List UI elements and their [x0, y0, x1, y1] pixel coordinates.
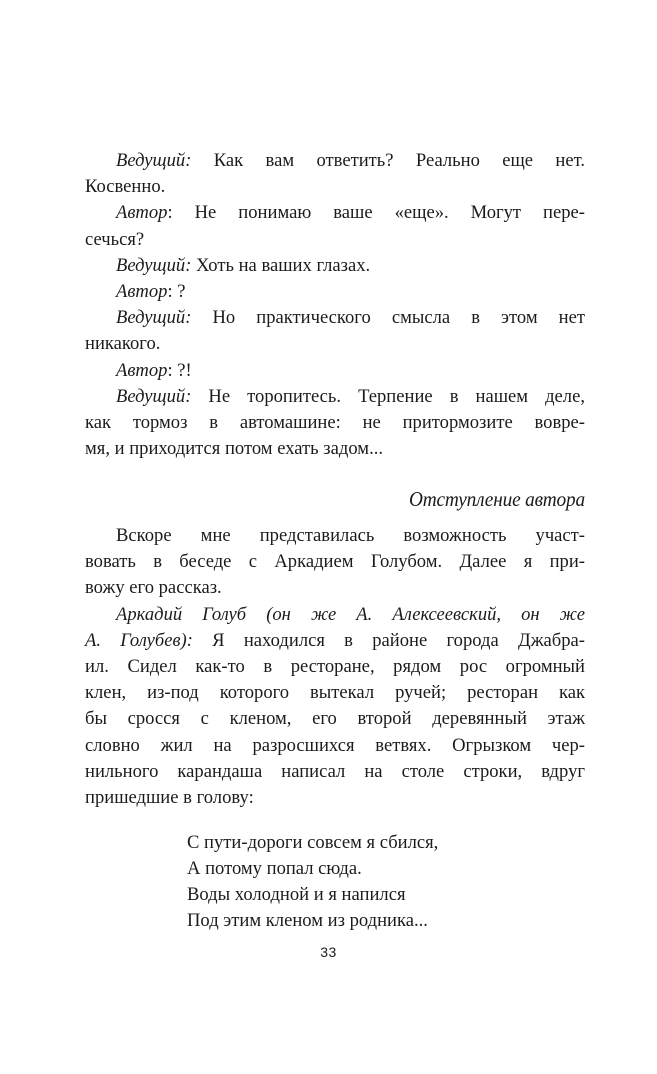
speaker-name: Автор — [116, 281, 168, 303]
dialogue-text: Хоть на ваших глазах. — [191, 254, 371, 276]
dialogue-line — [85, 305, 585, 331]
speaker-name: Аркадий Голуб (он же А. Алексеевский, он же — [116, 603, 585, 625]
paragraph-line — [85, 628, 585, 654]
dialogue-line: мя, и приходится потом ехать задом... — [85, 438, 384, 460]
speaker-name: Автор — [116, 359, 168, 381]
dialogue-text: : Не понимаю ваше «еще». Могут пере- — [167, 202, 585, 224]
dialogue-line: как тормоз в автомашине: не притормозите вовре- — [85, 412, 585, 434]
dialogue-text: Как вам ответить? Реально еще нет. — [191, 150, 585, 171]
poem-line: Воды холодной и я напился — [187, 884, 406, 905]
poem-line: Под этим кленом из родника... — [187, 910, 428, 931]
speaker-name: Ведущий: — [116, 150, 192, 171]
paragraph-line: пришедшие в голову: — [85, 787, 254, 809]
section-heading: Отступление автора — [409, 487, 585, 511]
dialogue-line — [85, 384, 585, 410]
paragraph-line: клен, из-под которого вытекал ручей; ресторан как — [85, 682, 585, 704]
paragraph-line: бы сросся с кленом, его второй деревянный этаж — [85, 708, 585, 730]
page-number: 33 — [320, 944, 337, 960]
dialogue-line — [85, 253, 585, 279]
dialogue-line: сечься? — [85, 228, 145, 250]
dialogue-line: никакого. — [85, 333, 161, 355]
dialogue-text: Не торопитесь. Терпение в нашем деле, — [191, 385, 585, 407]
narrative-section — [85, 523, 585, 811]
paragraph-line: вожу его рассказ. — [85, 577, 222, 599]
paragraph-line: вовать в беседе с Аркадием Голубом. Далее я при- — [85, 551, 585, 573]
poem — [187, 830, 438, 934]
poem-line: А потому попал сюда. — [187, 858, 362, 879]
poem-line: С пути-дороги совсем я сбился, — [187, 832, 439, 853]
paragraph-line: нильного карандаша написал на столе строки, вдруг — [85, 760, 585, 782]
speaker-name: Ведущий: — [116, 385, 192, 407]
speaker-name: Ведущий: — [116, 254, 192, 276]
dialogue-line — [85, 358, 585, 384]
paragraph-line: Вскоре мне представилась возможность участ- — [116, 525, 585, 546]
dialogue-line — [85, 148, 585, 174]
dialogue-line — [85, 279, 585, 305]
dialogue-text: : ? — [167, 281, 186, 303]
speaker-name: Ведущий: — [116, 307, 192, 329]
paragraph-line: ил. Сидел как-то в ресторане, рядом рос огромный — [85, 656, 585, 678]
dialogue-text: Но практического смысла в этом нет — [191, 307, 585, 329]
dialogue-line: Косвенно. — [85, 176, 166, 198]
dialogue-line — [85, 200, 585, 226]
dialogue-text: : ?! — [167, 359, 192, 381]
dialogue-section — [85, 148, 585, 462]
paragraph-line: словно жил на разросшихся ветвях. Огрызком чер- — [85, 734, 585, 756]
paragraph-text: Я находился в районе города Джабра- — [192, 629, 585, 651]
speaker-name: А. Голубев): — [85, 629, 193, 651]
speaker-name: Автор — [116, 202, 168, 224]
